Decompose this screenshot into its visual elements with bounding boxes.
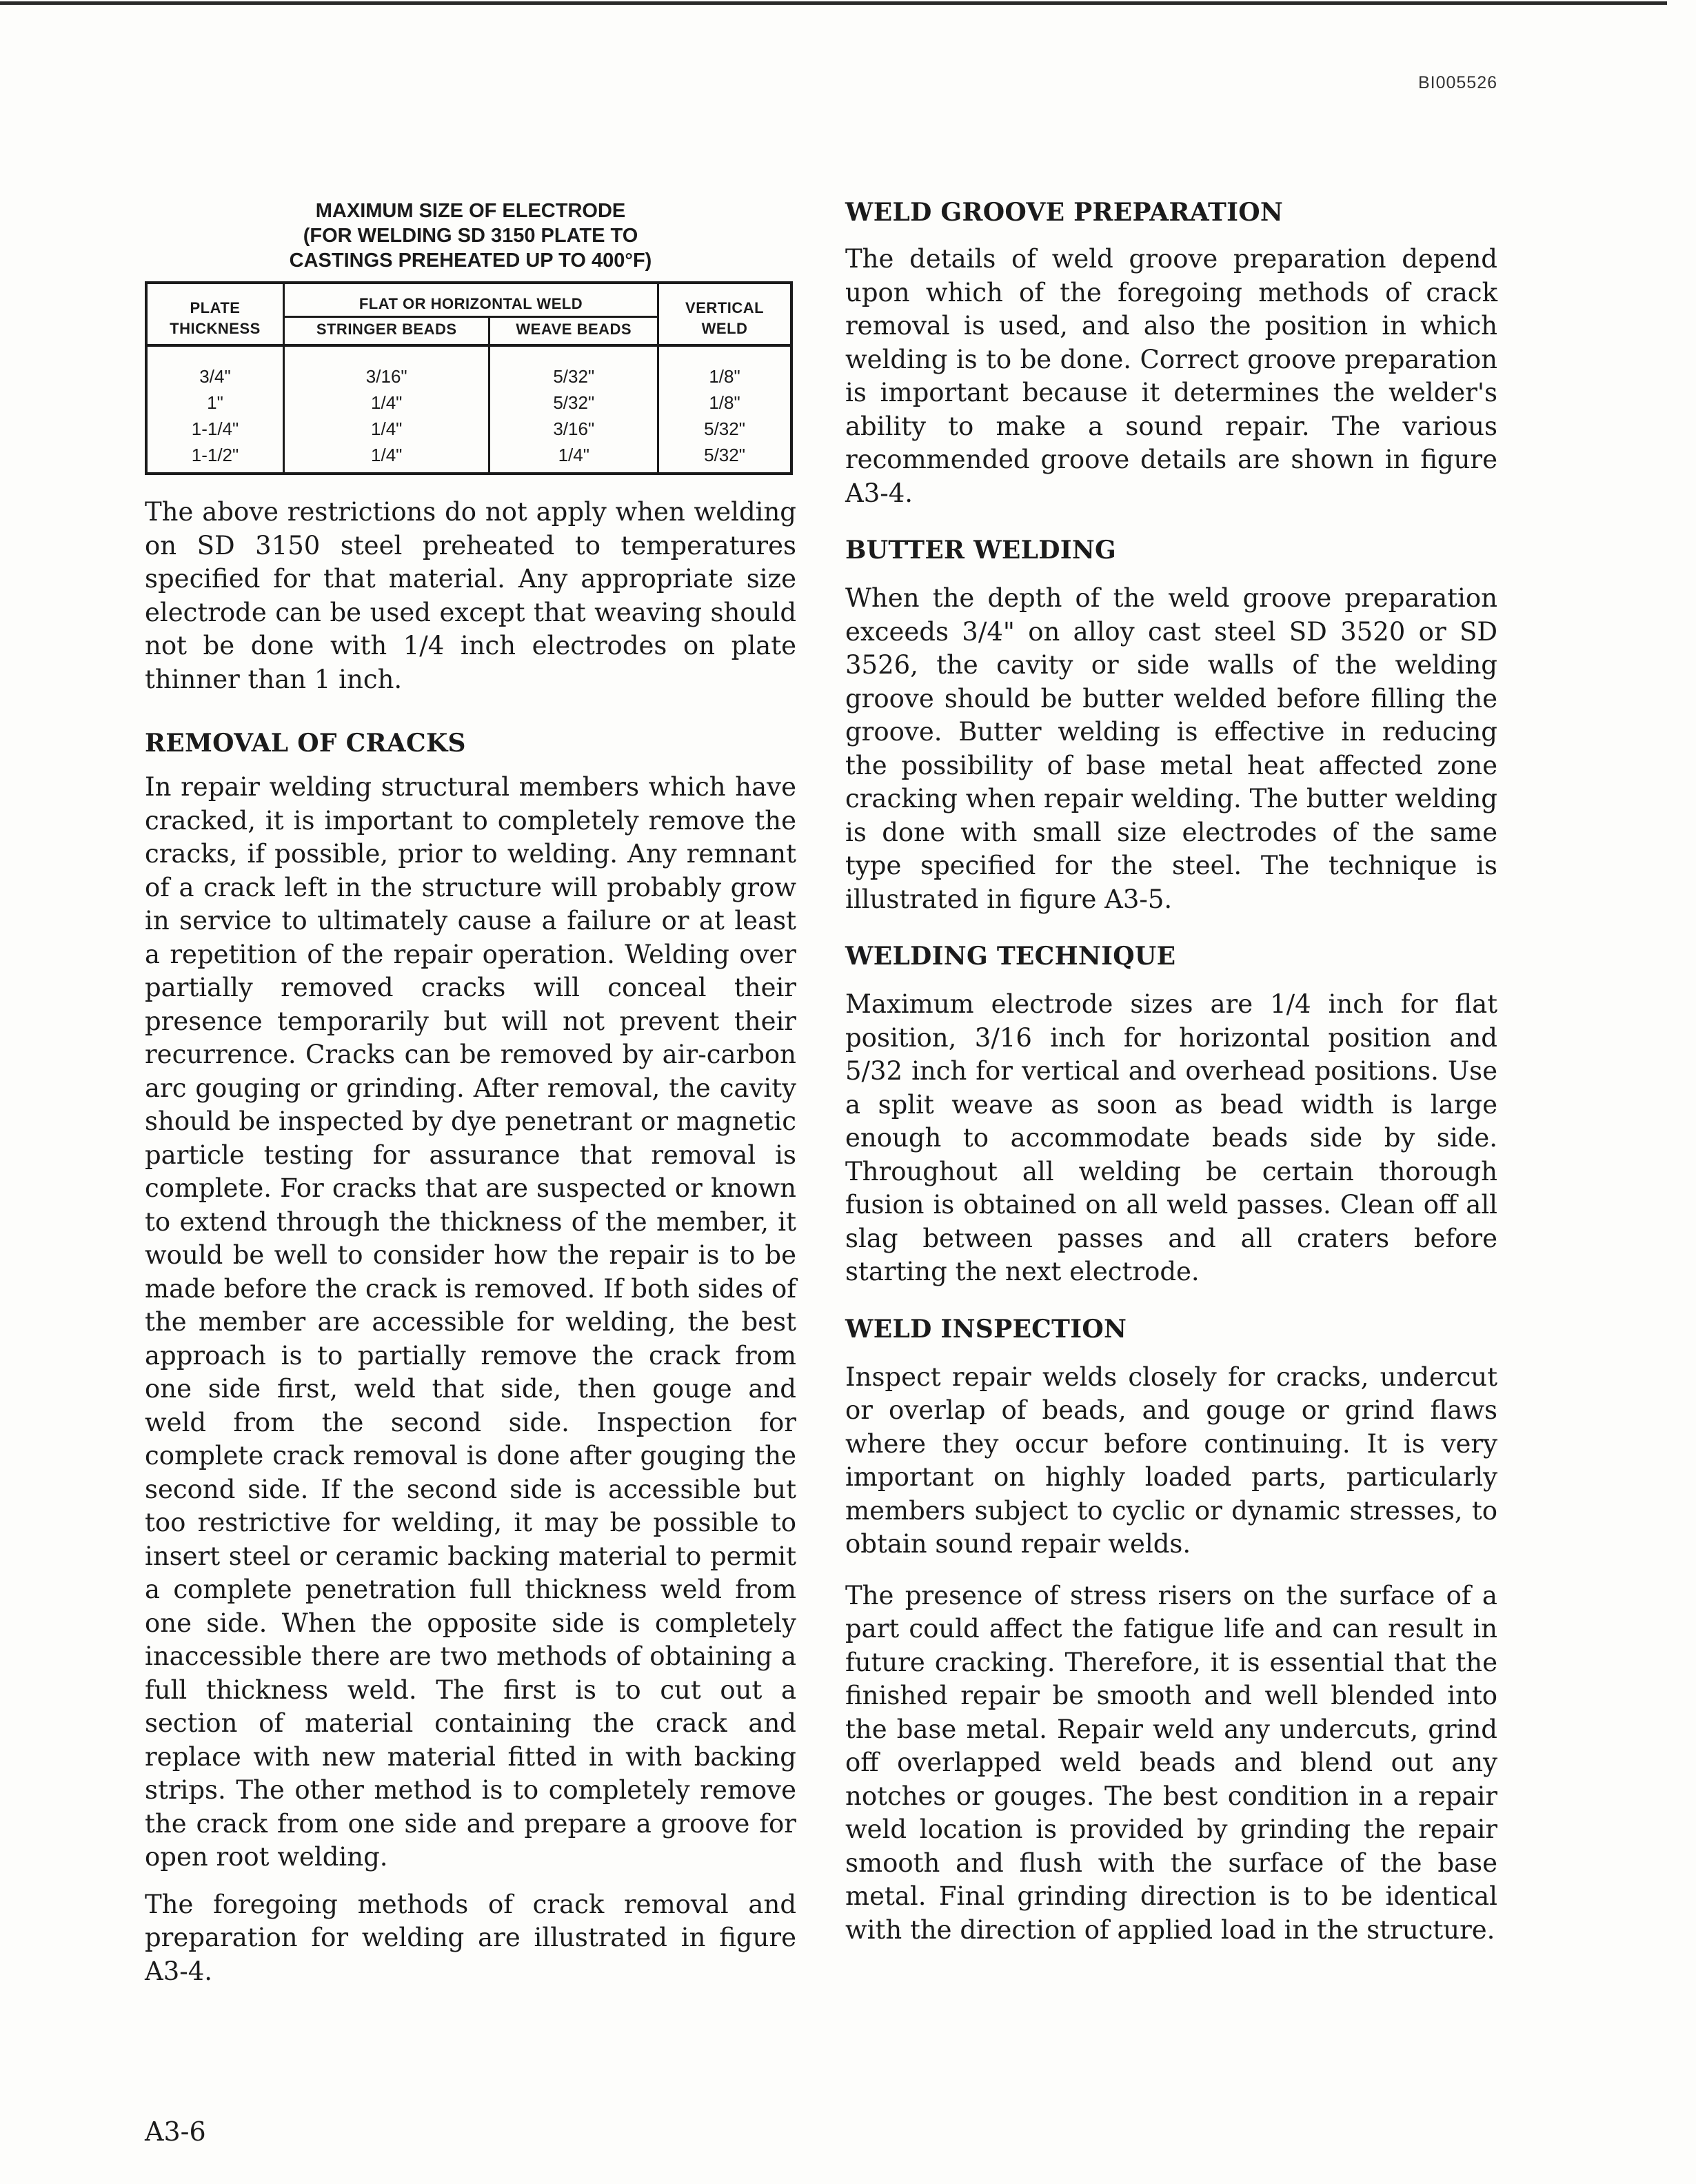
inspection-paragraph-2: The presence of stress risers on the surface of a part could affect the fatigue life and can result in future cracking. Therefore, it is essential that the finished repair be smooth and well blended into the base metal. Repair weld any undercuts, grind off overlapped weld beads and blend out any notches or gouges. The best condition in a repair weld location is provided by grinding the repair smooth and flush with the surface of the base metal. Final grinding direction is to be identical with the direction of applied load in the structure. bbox=[845, 1580, 1497, 1945]
cell-thickness: 3/4" bbox=[146, 345, 283, 390]
header-vertical-weld bbox=[658, 283, 791, 345]
header-flat-horizontal: FLAT OR HORIZONTAL WELD bbox=[283, 283, 658, 317]
header-plate-thickness bbox=[146, 283, 283, 345]
caption-line: (FOR WELDING SD 3150 PLATE TO bbox=[303, 225, 638, 247]
heading-welding-technique: WELDING TECHNIQUE bbox=[845, 942, 1176, 971]
restrictions-paragraph: The above restrictions do not apply when welding on SD 3150 steel preheated to temperatures specified for that material. Any appropriate size electrode can be used except that weaving should not be done with 1/4 inch electrodes on plate thinner than 1 inch. bbox=[145, 497, 796, 694]
page-number: A3-6 bbox=[145, 2116, 206, 2147]
cell-thickness: 1-1/4" bbox=[146, 416, 283, 442]
cell-weave: 5/32" bbox=[489, 390, 658, 416]
document-id: BI005526 bbox=[1417, 73, 1497, 92]
header-stringer-beads: STRINGER BEADS bbox=[283, 317, 489, 346]
caption-line: CASTINGS PREHEATED UP TO 400°F) bbox=[289, 250, 652, 272]
electrode-size-table bbox=[145, 281, 793, 475]
cell-vertical: 1/8" bbox=[658, 345, 791, 390]
header-weave-beads: WEAVE BEADS bbox=[489, 317, 658, 346]
cell-vertical: 5/32" bbox=[658, 416, 791, 442]
header-text: WELD bbox=[701, 319, 748, 337]
cell-stringer: 1/4" bbox=[283, 390, 489, 416]
foregoing-paragraph: The foregoing methods of crack removal and preparation for welding are illustrated in figure A3-4. bbox=[145, 1889, 796, 1986]
header-text: VERTICAL bbox=[685, 299, 765, 316]
butter-paragraph: When the depth of the weld groove preparation exceeds 3/4" on alloy cast steel SD 3520 or SD 3526, the cavity or side walls of the welding groove should be butter welded before filling the groove. Butter welding is effective in reducing the possibility of base metal heat affected zone cracking when repair welding. The butter welding is done with small size electrodes of the same type specified for the steel. The technique is illustrated in figure A3-5. bbox=[845, 583, 1497, 914]
table-row bbox=[146, 390, 791, 416]
header-text: THICKNESS bbox=[170, 319, 261, 337]
left-column bbox=[145, 196, 796, 1988]
table-caption bbox=[145, 199, 796, 273]
top-rule bbox=[0, 1, 1667, 5]
cell-stringer: 1/4" bbox=[283, 442, 489, 474]
heading-removal-of-cracks: REMOVAL OF CRACKS bbox=[145, 729, 466, 758]
table-row bbox=[146, 345, 791, 390]
inspection-paragraph-1: Inspect repair welds closely for cracks, undercut or overlap of beads, and gouge or grind flaws where they occur before continuing. It is very important on highly loaded parts, particularly members subject to cyclic or dynamic stresses, to obtain sound repair welds. bbox=[845, 1362, 1497, 1559]
cell-thickness: 1-1/2" bbox=[146, 442, 283, 474]
cell-stringer: 1/4" bbox=[283, 416, 489, 442]
cell-weave: 1/4" bbox=[489, 442, 658, 474]
caption-line: MAXIMUM SIZE OF ELECTRODE bbox=[315, 200, 626, 222]
cell-vertical: 1/8" bbox=[658, 390, 791, 416]
technique-paragraph: Maximum electrode sizes are 1/4 inch for flat position, 3/16 inch for horizontal position and 5/32 inch for vertical and overhead positions. Use a split weave as soon as bead width is large enough to accommodate beads side by side. Throughout all welding be certain thorough fusion is obtained on all weld passes. Clean off all slag between passes and all craters before starting the next electrode. bbox=[845, 989, 1497, 1286]
cell-stringer: 3/16" bbox=[283, 345, 489, 390]
cell-thickness: 1" bbox=[146, 390, 283, 416]
table-body bbox=[146, 345, 791, 474]
cell-vertical: 5/32" bbox=[658, 442, 791, 474]
table-row bbox=[146, 442, 791, 474]
cell-weave: 5/32" bbox=[489, 345, 658, 390]
header-text: PLATE bbox=[190, 299, 241, 316]
cell-weave: 3/16" bbox=[489, 416, 658, 442]
groove-paragraph: The details of weld groove preparation depend upon which of the foregoing methods of crack removal is used, and also the position in which welding is to be done. Correct groove preparation is important because it determines the welder's ability to make a sound repair. The various recommended groove details are shown in figure A3-4. bbox=[845, 244, 1497, 508]
table-row bbox=[146, 416, 791, 442]
removal-paragraph: In repair welding structural members which have cracked, it is important to completely remove the cracks, if possible, prior to welding. Any remnant of a crack left in the structure will probably grow in service to ultimately cause a failure or at least a repetition of the repair operation. Welding over partially removed cracks will conceal their presence temporarily but will not prevent their recurrence. Cracks can be removed by air-carbon arc gouging or grinding. After removal, the cavity should be inspected by dye penetrant or magnetic particle testing for assurance that removal is complete. For cracks that are suspected or known to extend through the thickness of the member, it would be well to consider how the repair is to be made before the crack is removed. If both sides of the member are accessible for welding, the best approach is to partially remove the crack from one side first, weld that side, then gouge and weld from the second side. Inspection for complete crack removal is done after gouging the second side. If the second side is accessible but too restrictive for welding, it may be possible to insert steel or ceramic backing material to permit a complete penetration full thickness weld from one side. When the opposite side is completely inaccessible there are two methods of obtaining a full thickness weld. The first is to cut out a section of material containing the crack and replace with new material fitted in with backing strips. The other method is to completely remove the crack from one side and prepare a groove for open root welding. bbox=[145, 772, 796, 1872]
heading-weld-inspection: WELD INSPECTION bbox=[845, 1314, 1127, 1344]
right-column bbox=[845, 196, 1497, 1947]
heading-weld-groove-preparation: WELD GROOVE PREPARATION bbox=[845, 198, 1284, 227]
heading-butter-welding: BUTTER WELDING bbox=[845, 536, 1117, 565]
